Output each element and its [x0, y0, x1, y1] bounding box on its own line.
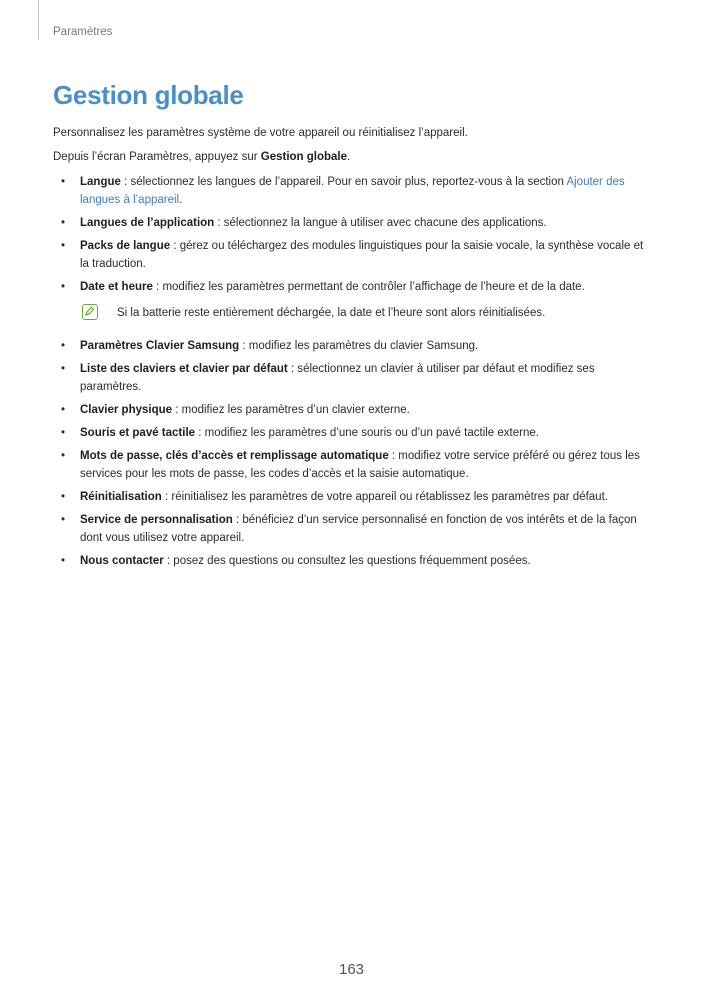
item-text: : sélectionnez un clavier à utiliser par défaut et modifiez ses paramètres. [80, 363, 595, 393]
intro-line-2 [53, 148, 350, 166]
item-term: Langues de l’application [80, 217, 215, 229]
note-text: Si la batterie reste entièrement déchargée, la date et l’heure sont alors réinitialisées. [117, 307, 546, 319]
bullet: • [61, 340, 66, 352]
page-title: Gestion globale [53, 80, 244, 110]
item-term: Clavier physique [80, 404, 173, 416]
bullet: • [61, 555, 66, 567]
intro-line-1: Personnalisez les paramètres système de votre appareil ou réinitialisez l’appareil. [53, 127, 468, 139]
settings-list-a [53, 173, 653, 301]
bullet: • [61, 404, 66, 416]
item-text: : modifiez les paramètres d’une souris ou d’un pavé tactile externe. [195, 427, 539, 439]
item-text: : gérez ou téléchargez des modules linguistiques pour la saisie vocale, la synthèse vocale et la traduction. [80, 240, 644, 270]
intro-prefix: Depuis l’écran Paramètres, appuyez sur [53, 151, 261, 163]
item-term: Packs de langue [80, 240, 171, 252]
bullet: • [61, 217, 66, 229]
item-term: Mots de passe, clés d’accès et remplissage automatique [80, 450, 389, 462]
item-term: Souris et pavé tactile [80, 427, 196, 439]
bullet: • [61, 450, 66, 462]
list-item [53, 173, 653, 209]
item-text: : modifiez les paramètres du clavier Samsung. [239, 340, 479, 352]
list-item [53, 401, 653, 419]
settings-list-b [53, 337, 653, 575]
list-item [53, 511, 653, 547]
bullet: • [61, 427, 66, 439]
item-text: : modifiez les paramètres permettant de contrôler l’affichage de l’heure et de la date. [152, 281, 585, 293]
item-term: Date et heure [80, 281, 153, 293]
item-term: Paramètres Clavier Samsung [80, 340, 240, 352]
list-item [53, 214, 653, 232]
note-box [82, 304, 642, 326]
header-rule [38, 0, 39, 40]
item-term: Service de personnalisation [80, 514, 233, 526]
item-text: : modifiez les paramètres d’un clavier externe. [172, 404, 410, 416]
list-item [53, 424, 653, 442]
item-after: . [179, 194, 183, 206]
header-section-label: Paramètres [53, 26, 113, 38]
intro-bold: Gestion globale [260, 151, 348, 163]
list-item [53, 447, 653, 483]
item-text: : sélectionnez les langues de l’appareil. Pour en savoir plus, reportez-vous à la section [120, 176, 567, 188]
list-item [53, 337, 653, 355]
link-ajouter-langues[interactable]: Ajouter des langues à l’appareil [80, 176, 625, 206]
item-term: Nous contacter [80, 555, 164, 567]
item-text: : bénéficiez d’un service personnalisé en fonction de vos intérêts et de la façon dont vous utilisez votre appareil. [80, 514, 637, 544]
bullet: • [61, 514, 66, 526]
list-item [53, 237, 653, 273]
bullet: • [61, 176, 66, 188]
bullet: • [61, 491, 66, 503]
item-term: Liste des claviers et clavier par défaut [80, 363, 288, 375]
item-term: Langue [80, 176, 121, 188]
item-text: : réinitialisez les paramètres de votre appareil ou rétablissez les paramètres par défaut. [161, 491, 608, 503]
bullet: • [61, 240, 66, 252]
intro-suffix: . [347, 151, 351, 163]
list-item [53, 360, 653, 396]
page-number: 163 [338, 961, 365, 978]
list-item [53, 278, 653, 296]
item-term: Réinitialisation [80, 491, 162, 503]
list-item [53, 552, 653, 570]
list-item [53, 488, 653, 506]
bullet: • [61, 281, 66, 293]
note-icon [82, 304, 98, 320]
item-text: : posez des questions ou consultez les questions fréquemment posées. [163, 555, 531, 567]
bullet: • [61, 363, 66, 375]
item-text: : modifiez votre service préféré ou gérez tous les services pour les mots de passe, les codes d’accès et la saisie automatique. [80, 450, 640, 480]
item-text: : sélectionnez la langue à utiliser avec chacune des applications. [214, 217, 547, 229]
